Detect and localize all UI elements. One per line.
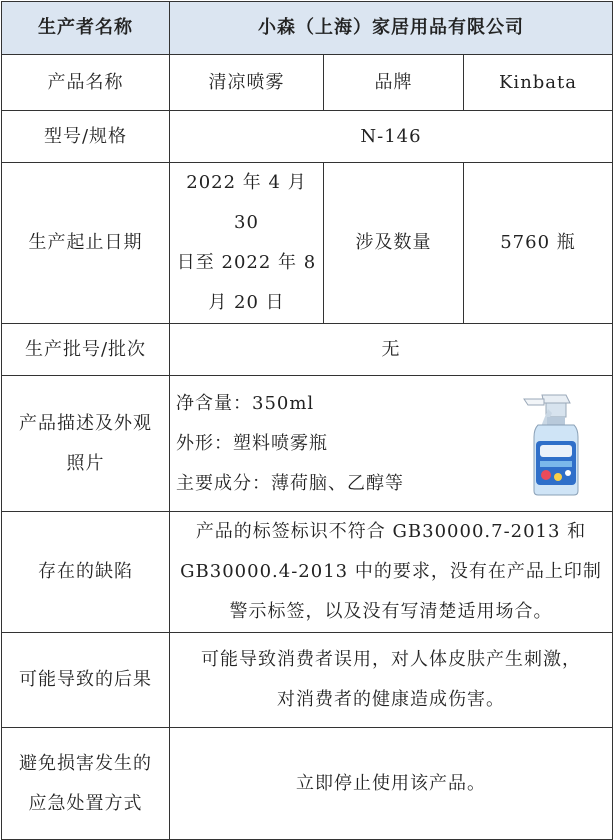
recall-info-table (1, 1, 613, 840)
description-row (2, 376, 613, 512)
consequence-value (170, 633, 613, 728)
quantity-label: 涉及数量 (324, 163, 464, 324)
dates-line-3: 月 20 日 (208, 292, 285, 313)
batch-value: 无 (170, 324, 613, 376)
consequence-row (2, 633, 613, 728)
dates-row (2, 163, 613, 324)
description-value (170, 376, 613, 512)
description-line: 外形：塑料喷雾瓶 (176, 432, 328, 454)
emergency-value: 立即停止使用该产品。 (170, 728, 613, 840)
batch-label: 生产批号/批次 (2, 324, 170, 376)
dates-value (170, 163, 324, 324)
description-label-line-2: 照片 (66, 452, 105, 474)
emergency-label-line-1: 避免损害发生的 (19, 752, 152, 774)
dates-line-2: 日至 2022 年 8 (176, 252, 317, 273)
defect-label: 存在的缺陷 (2, 512, 170, 633)
model-value: N-146 (170, 111, 613, 163)
dates-line-1: 2022 年 4 月 30 (186, 172, 307, 233)
model-row (2, 111, 613, 163)
model-label: 型号/规格 (2, 111, 170, 163)
description-label (2, 376, 170, 512)
producer-row (2, 2, 613, 55)
defect-value (170, 512, 613, 633)
defect-line: GB30000.4-2013 中的要求，没有在产品上印制 (180, 561, 602, 582)
brand-label: 品牌 (324, 55, 464, 111)
description-lines (176, 384, 404, 504)
consequence-line: 可能导致消费者误用，对人体皮肤产生刺激， (201, 649, 581, 670)
emergency-row (2, 728, 613, 840)
dates-label: 生产起止日期 (2, 163, 170, 324)
defect-line: 警示标签，以及没有写清楚适用场合。 (229, 601, 553, 622)
emergency-label-line-2: 应急处置方式 (28, 792, 143, 814)
product-row (2, 55, 613, 111)
product-name-label: 产品名称 (2, 55, 170, 111)
producer-name: 小森（上海）家居用品有限公司 (170, 2, 613, 55)
defect-row (2, 512, 613, 633)
producer-label: 生产者名称 (2, 2, 170, 55)
batch-row (2, 324, 613, 376)
description-label-line-1: 产品描述及外观 (19, 412, 152, 434)
quantity-value: 5760 瓶 (464, 163, 613, 324)
emergency-label (2, 728, 170, 840)
spray-bottle-icon (514, 389, 594, 499)
description-line: 净含量：350ml (176, 392, 315, 414)
product-name: 清凉喷雾 (170, 55, 324, 111)
defect-line: 产品的标签标识不符合 GB30000.7-2013 和 (195, 521, 587, 542)
consequence-label: 可能导致的后果 (2, 633, 170, 728)
consequence-line: 对消费者的健康造成伤害。 (277, 689, 505, 710)
brand-value: Kinbata (464, 55, 613, 111)
description-line: 主要成分：薄荷脑、乙醇等 (176, 472, 404, 494)
